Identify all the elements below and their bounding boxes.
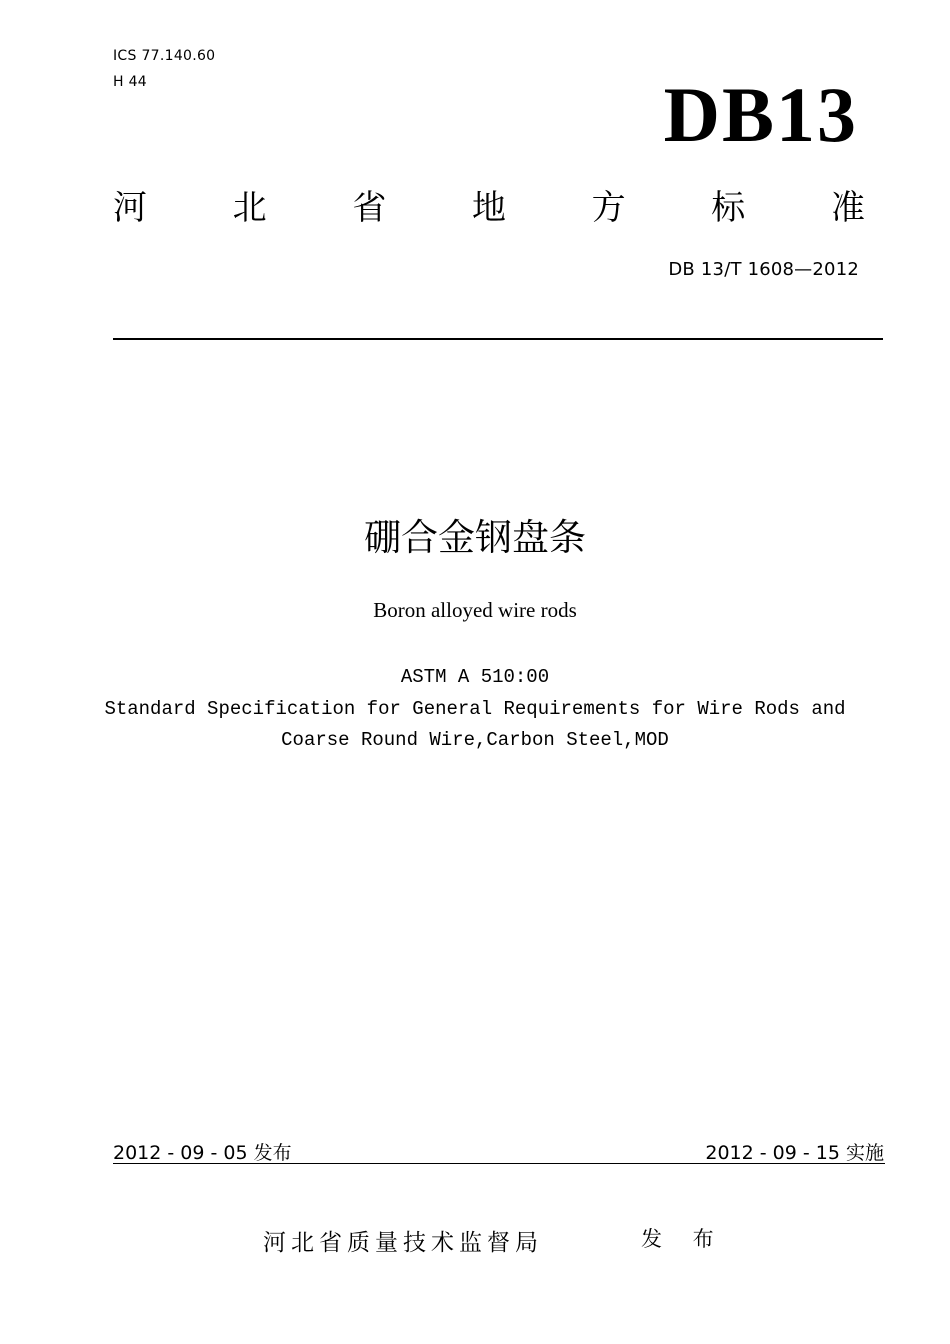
standard-type-char: 方: [591, 188, 626, 228]
adopted-standard-reference: ASTM A 510:00: [400, 666, 550, 688]
issue-label: 发 布: [641, 1227, 726, 1251]
issuing-authority: 河北省质量技术监督局: [263, 1230, 543, 1256]
implementation-date: 2012 - 09 - 15 实施: [705, 1142, 884, 1164]
standard-type-char: 河: [113, 188, 147, 228]
standard-type-heading: [113, 186, 865, 230]
standard-type-char: 北: [232, 188, 267, 228]
footer-divider: [113, 1163, 885, 1164]
ccs-code: H 44: [113, 74, 147, 90]
header-divider: [113, 338, 883, 340]
standard-type-char: 准: [830, 188, 865, 228]
standard-type-char: 省: [352, 188, 387, 228]
standard-type-char: 标: [711, 188, 746, 228]
standard-number: DB 13/T 1608—2012: [668, 259, 859, 280]
ics-code: ICS 77.140.60: [113, 48, 216, 64]
standard-type-char: 地: [471, 188, 506, 228]
document-title-chinese: 硼合金钢盘条: [364, 516, 586, 559]
db-code-logo: DB13: [663, 71, 858, 158]
adopted-standard-title-line2: Coarse Round Wire,Carbon Steel,MOD: [281, 729, 669, 751]
adopted-standard-title-line1: Standard Specification for General Requirements for Wire Rods and: [104, 698, 846, 720]
issue-date: 2012 - 09 - 05 发布: [113, 1142, 292, 1164]
document-title-english: Boron alloyed wire rods: [373, 598, 577, 622]
